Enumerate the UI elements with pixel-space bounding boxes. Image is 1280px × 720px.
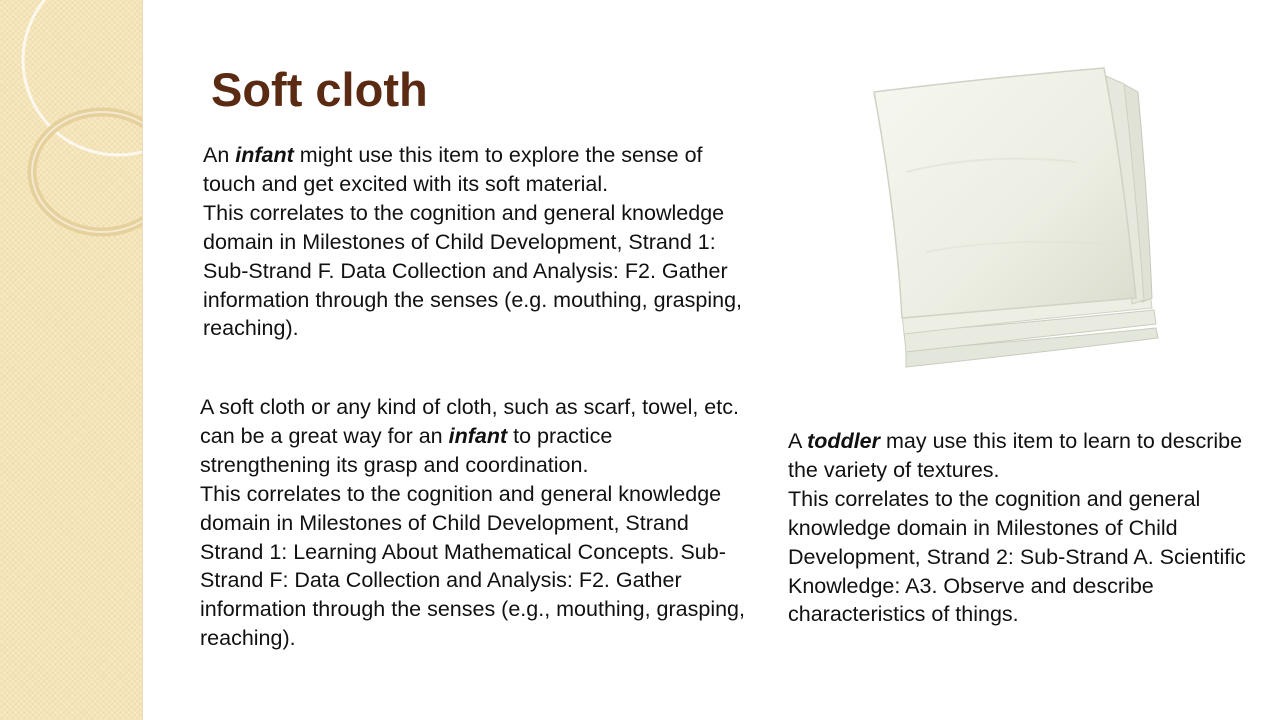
- decorative-ring-large: [23, 0, 142, 155]
- decorative-side-band: [0, 0, 143, 720]
- decorative-rings: [0, 0, 142, 720]
- block2-emphasis: infant: [448, 423, 508, 448]
- infant-touch-description: [203, 141, 748, 343]
- toddler-texture-description: [788, 427, 1268, 629]
- page-title: Soft cloth: [211, 63, 428, 116]
- infant-grasp-description: [200, 393, 745, 653]
- block1-intro-pre: An: [203, 143, 236, 167]
- block2-intro-pre: A soft cloth or any kind of cloth, such as scarf, towel, etc. can be a great way for an: [200, 395, 739, 448]
- block1-intro: [203, 141, 748, 199]
- block3-intro-pre: A: [788, 429, 808, 453]
- folded-cloth-image: [866, 62, 1162, 374]
- block1-emphasis: infant: [235, 143, 294, 167]
- block3-intro: [788, 427, 1268, 485]
- block2-intro: [200, 393, 745, 480]
- block3-correlation: This correlates to the cognition and general knowledge domain in Milestones of Child Development, Strand 2: Sub-Strand A. Scientific Knowledge: A3. Observe and describe characteristics of things.: [788, 486, 1246, 627]
- block1-intro-post: might use this item to explore the sense of touch and get excited with its soft material.: [203, 143, 703, 196]
- block1-correlation: This correlates to the cognition and general knowledge domain in Milestones of Child Development, Strand 1: Sub-Strand F. Data Collection and Analysis: F2. Gather information through the senses (e.g. mouthing, grasping, reaching).: [203, 200, 743, 341]
- block2-intro-post: to practice strengthening its grasp and coordination.: [200, 423, 613, 477]
- decorative-ring-small: [32, 112, 142, 232]
- block3-intro-post: may use this item to learn to describe the variety of textures.: [788, 429, 1243, 482]
- block2-correlation: This correlates to the cognition and general knowledge domain in Milestones of Child Development, Strand Strand 1: Learning About Mathematical Concepts. Sub-Strand F: Data Collection and Analysis: F2. Gather information through the senses (e.g., mouthing, grasping, reaching).: [200, 481, 745, 651]
- block3-emphasis: toddler: [807, 429, 880, 453]
